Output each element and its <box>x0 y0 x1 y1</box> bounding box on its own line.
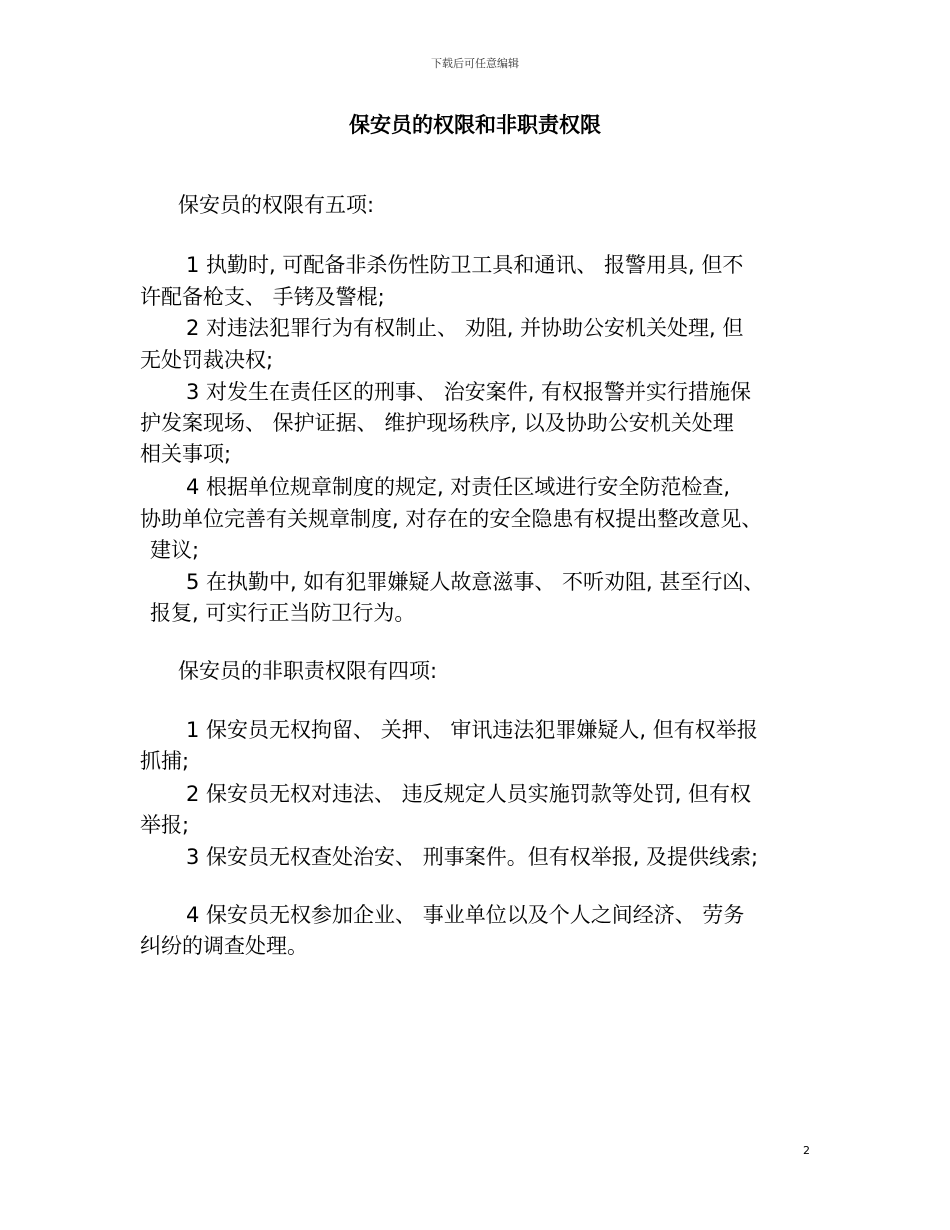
section-heading: 保安员的非职责权限有四项: <box>178 659 438 683</box>
page-header: 下载后可任意编辑 <box>431 57 519 70</box>
list-item-line: 5 在执勤中, 如有犯罪嫌疑人故意滋事、 不听劝阻, 甚至行凶、 <box>186 570 765 594</box>
document-title: 保安员的权限和非职责权限 <box>349 113 601 137</box>
list-item-line: 相关事项; <box>140 442 232 466</box>
list-item-line: 3 保安员无权查处治安、 刑事案件。但有权举报, 及提供线索; <box>186 845 759 869</box>
list-item-line: 3 对发生在责任区的刑事、 治安案件, 有权报警并实行措施保 <box>186 380 752 404</box>
list-item-line: 抓捕; <box>140 749 190 773</box>
list-item-line: 举报; <box>140 813 190 837</box>
list-item-line: 纠纷的调查处理。 <box>140 934 308 958</box>
list-item-line: 协助单位完善有关规章制度, 对存在的安全隐患有权提出整改意见、 <box>140 507 763 531</box>
list-item-line: 许配备枪支、 手铐及警棍; <box>140 285 385 309</box>
list-item-line: 1 保安员无权拘留、 关押、 审讯违法犯罪嫌疑人, 但有权举报 <box>186 718 758 742</box>
page-number: 2 <box>803 1144 810 1157</box>
list-item-line: 4 保安员无权参加企业、 事业单位以及个人之间经济、 劳务 <box>186 903 745 927</box>
list-item-line: 1 执勤时, 可配备非杀伤性防卫工具和通讯、 报警用具, 但不 <box>186 253 744 277</box>
list-item-line: 2 保安员无权对违法、 违反规定人员实施罚款等处罚, 但有权 <box>186 782 752 806</box>
list-item-line: 无处罚裁决权; <box>140 348 274 372</box>
list-item-line: 护发案现场、 保护证据、 维护现场秩序, 以及协助公安机关处理 <box>140 411 734 435</box>
list-item-line: 2 对违法犯罪行为有权制止、 劝阻, 并协助公安机关处理, 但 <box>186 316 744 340</box>
list-item-line: 建议; <box>150 538 200 562</box>
list-item-line: 4 根据单位规章制度的规定, 对责任区域进行安全防范检查, <box>186 475 731 499</box>
list-item-line: 报复, 可实行正当防卫行为。 <box>150 601 416 625</box>
section-heading: 保安员的权限有五项: <box>178 193 375 217</box>
